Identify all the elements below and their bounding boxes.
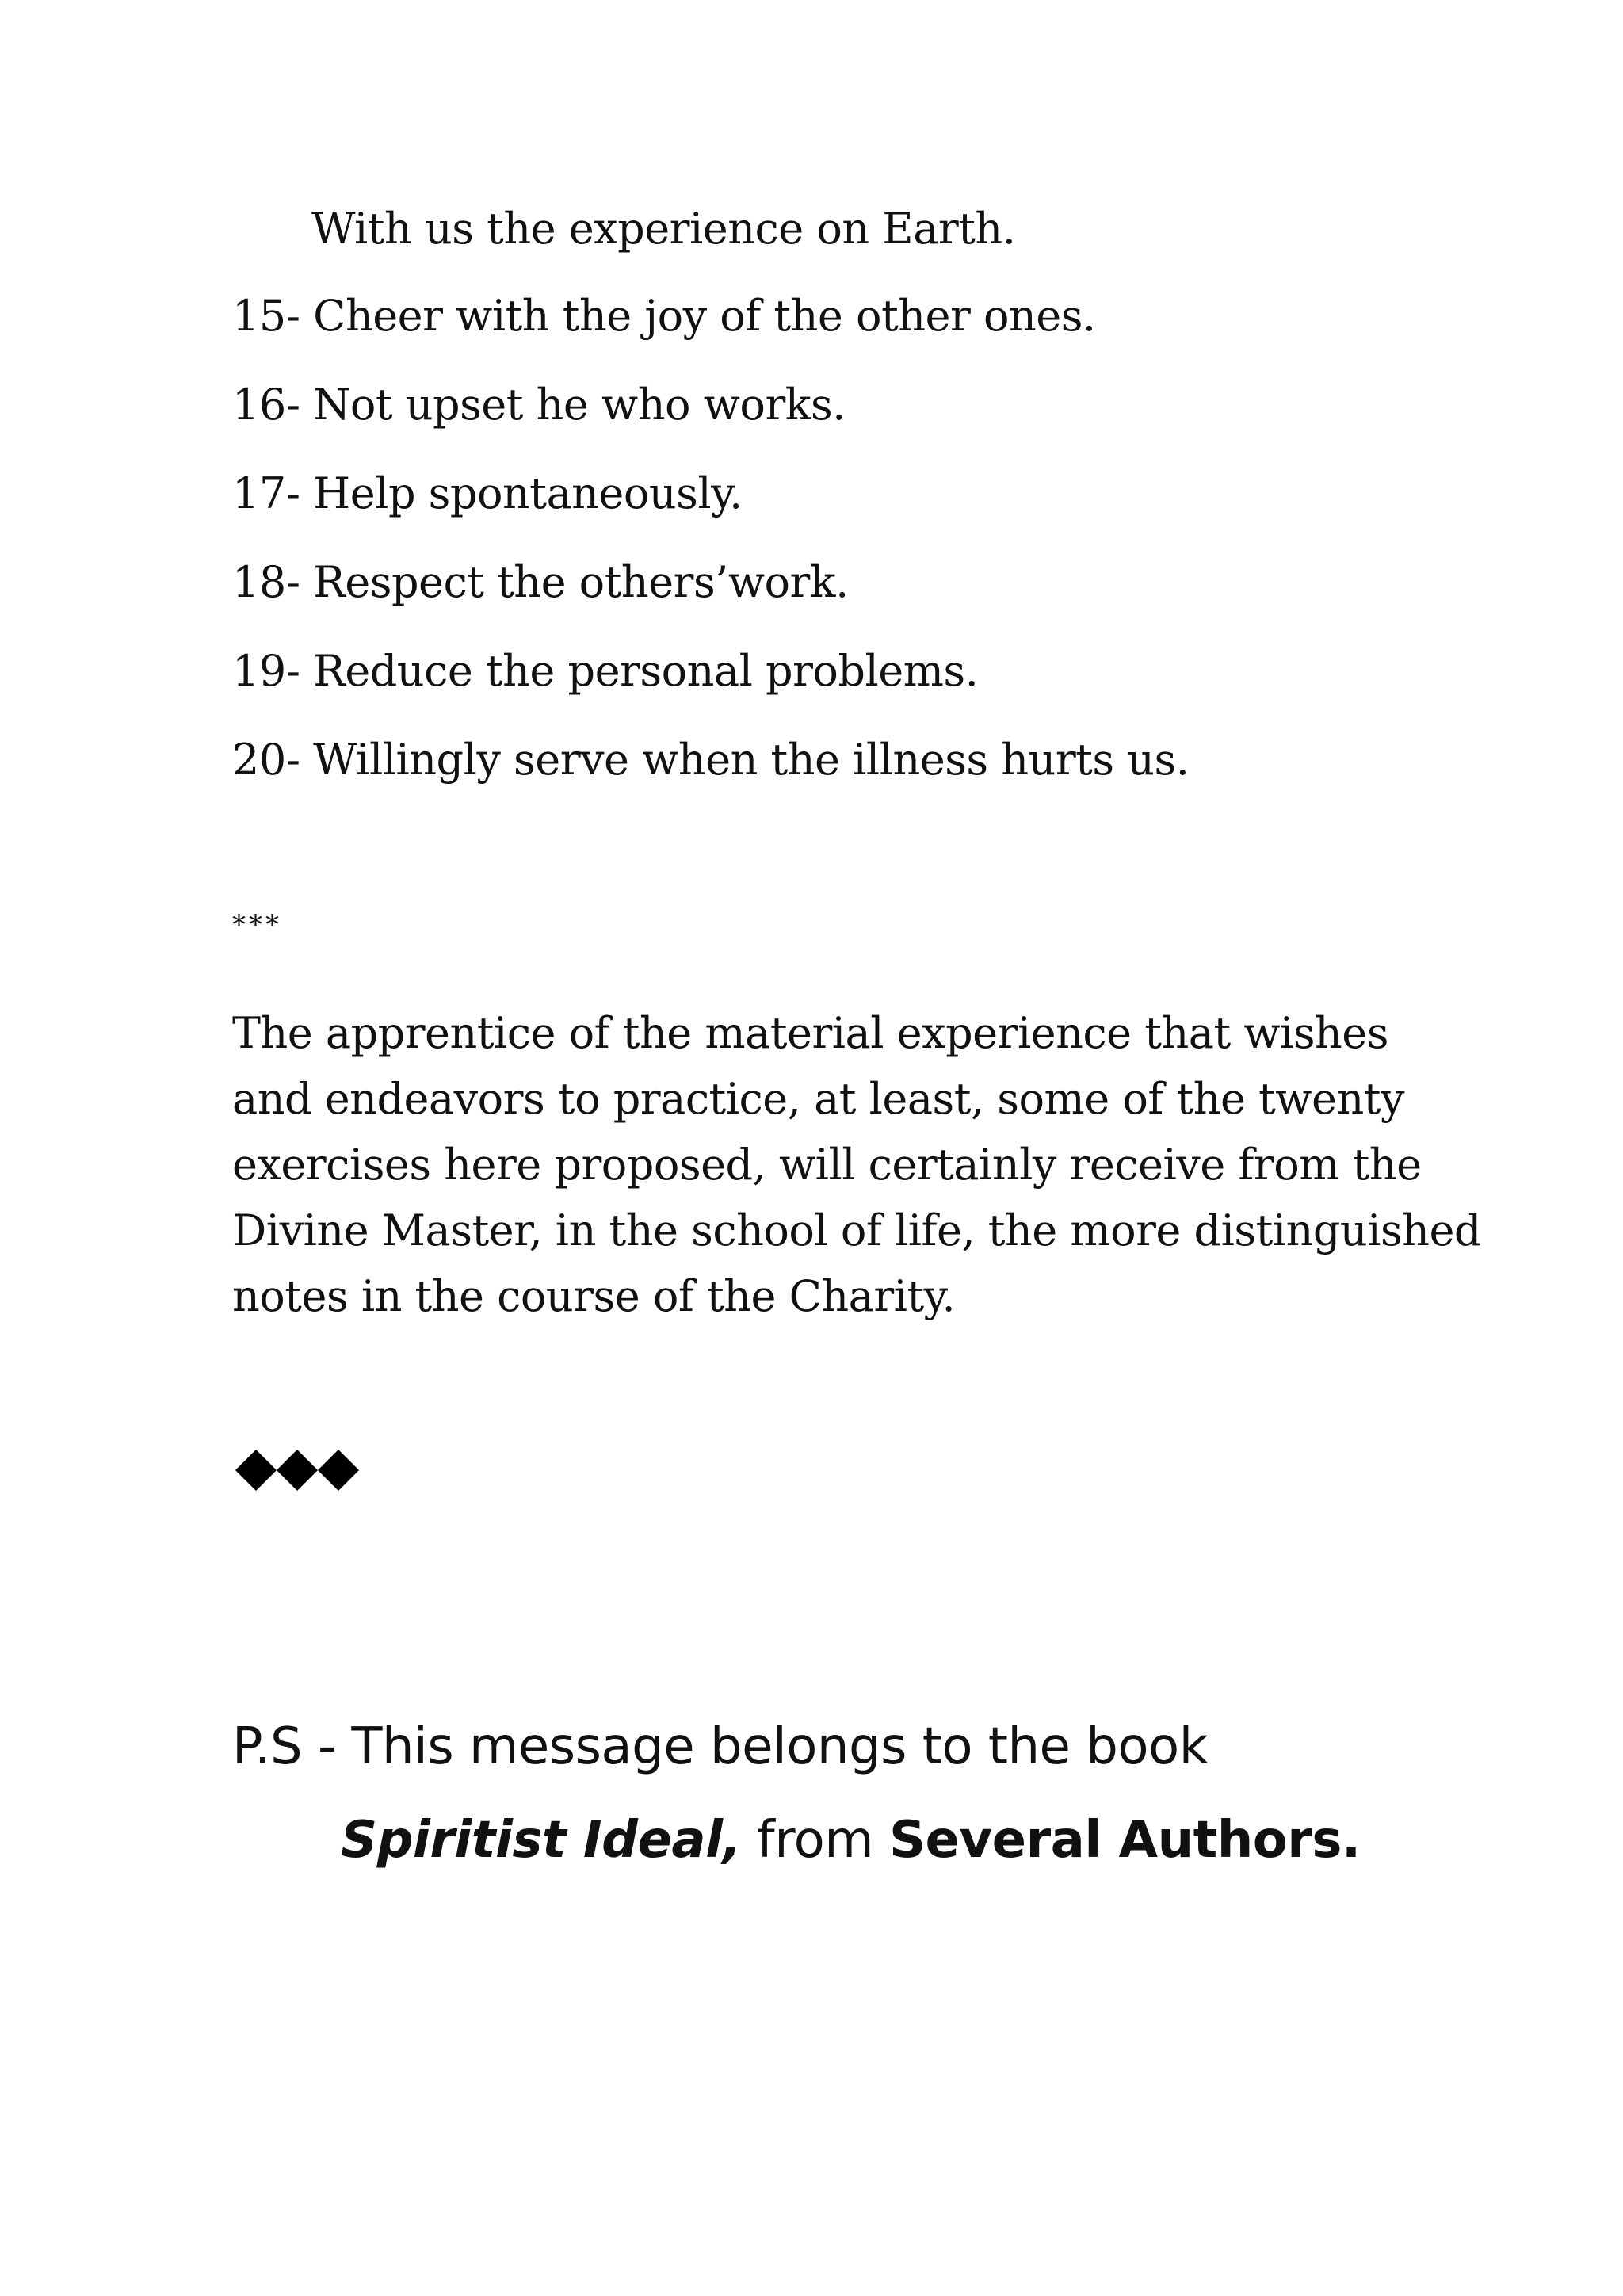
- list-item: 20- Willingly serve when the illness hurts us.: [232, 735, 1190, 785]
- from-text: from: [741, 1811, 889, 1870]
- paragraph-line: notes in the course of the Charity.: [232, 1271, 956, 1321]
- opening-line: With us the experience on Earth.: [311, 204, 1016, 254]
- postscript-source: [341, 1811, 1361, 1870]
- list-item: 16- Not upset he who works.: [232, 380, 846, 430]
- postscript-line: P.S - This message belongs to the book: [232, 1717, 1209, 1776]
- paragraph-line: The apprentice of the material experience that wishes: [232, 1008, 1388, 1058]
- list-item: 19- Reduce the personal problems.: [232, 646, 979, 696]
- diamond-icon: [235, 1450, 277, 1491]
- diamond-icon: [277, 1450, 318, 1491]
- list-item: 17- Help spontaneously.: [232, 468, 743, 518]
- paragraph-line: and endeavors to practice, at least, some of the twenty: [232, 1074, 1404, 1124]
- list-item: 18- Respect the others’work.: [232, 557, 849, 607]
- separator-stars: ***: [232, 909, 282, 941]
- diamond-ornament-icon: [235, 1446, 362, 1494]
- book-authors: Several Authors.: [888, 1811, 1361, 1870]
- list-item: 15- Cheer with the joy of the other ones.: [232, 291, 1096, 341]
- diamond-icon: [318, 1450, 359, 1491]
- paragraph-line: exercises here proposed, will certainly receive from the: [232, 1140, 1422, 1190]
- closing-paragraph: [232, 1000, 1481, 1329]
- paragraph-line: Divine Master, in the school of life, the more distinguished: [232, 1205, 1481, 1255]
- book-title: Spiritist Ideal,: [341, 1811, 742, 1870]
